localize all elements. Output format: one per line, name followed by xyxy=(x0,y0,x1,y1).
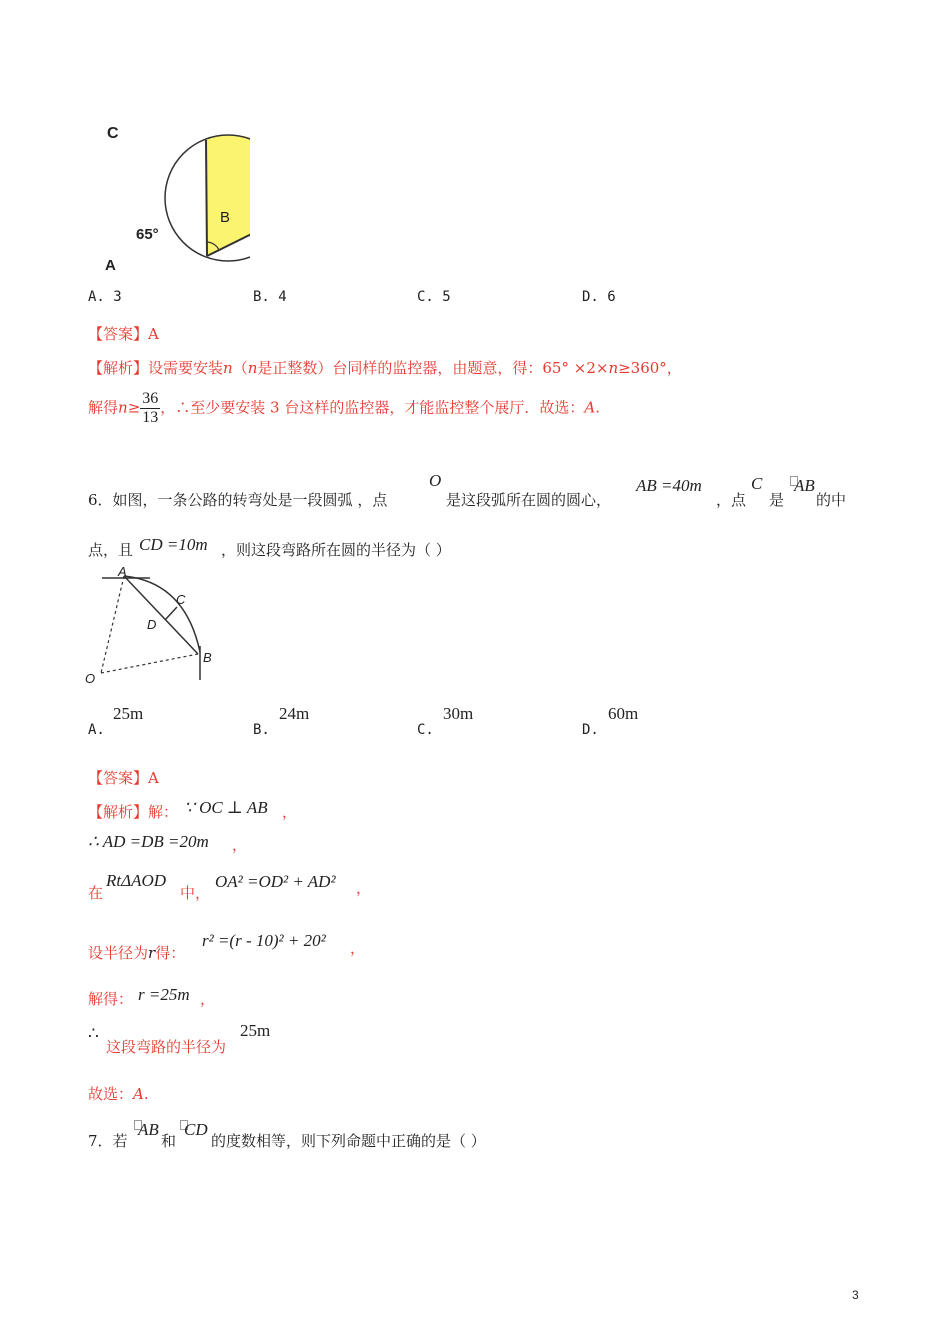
q6-step4-r: r xyxy=(148,944,156,962)
q6-road-figure xyxy=(80,562,230,690)
q5-option-d: D. 6 xyxy=(582,289,616,305)
q5-answer: 【答案】A xyxy=(88,325,159,343)
q6-segment-cd xyxy=(165,607,177,620)
q6-point-o: O xyxy=(429,471,442,490)
q6-step3-zai: 在 xyxy=(88,884,104,902)
q6-step3-eq: OA² =OD² + AD² xyxy=(215,872,336,891)
q6-choose-label: 故选： xyxy=(88,1085,134,1103)
q6-stem-line1-e: 的中 xyxy=(816,491,847,509)
q7-suffix: 的度数相等，则下列命题中正确的是（ ） xyxy=(211,1132,486,1150)
q6-option-a-value: 25m xyxy=(113,704,144,723)
q5-solve-line xyxy=(88,390,600,427)
q6-step5-label: 解得： xyxy=(88,990,134,1008)
q6-point-c: C xyxy=(751,474,763,493)
q5-analysis-n3: n xyxy=(608,359,619,377)
q6-stem-line1-d: 是 xyxy=(769,491,785,509)
q6-analysis-tag: 【解析】 xyxy=(88,803,149,821)
q5-solve-choice: A. xyxy=(584,398,600,417)
q5-circle-figure xyxy=(80,118,250,278)
q5-solve-suffix: ，∴至少要安装 3 台这样的监控器，才能监控整个展厅．故选： xyxy=(160,398,585,417)
q6-radius-ob xyxy=(101,654,198,673)
q6-stem-line1-c: ，点 xyxy=(716,491,747,509)
q5-analysis-n1: n xyxy=(223,359,233,377)
q5-label-c: C xyxy=(107,125,119,142)
q7-arc-ab: AB xyxy=(134,1120,159,1140)
q5-analysis-tag: 【解析】 xyxy=(88,359,149,377)
q6-step4-comma: ， xyxy=(350,939,366,957)
q6-step3-zhong: 中， xyxy=(180,884,211,902)
q6-fig-label-d: D xyxy=(147,617,157,632)
q5-analysis xyxy=(88,357,682,378)
q6-step4-b: 得： xyxy=(155,944,186,962)
q5-analysis-text-a: 设需要安装 xyxy=(148,359,224,377)
q6-step1-eq: ∵ OC ⊥ AB xyxy=(184,798,268,817)
page-number: 3 xyxy=(852,1288,859,1302)
q5-chord-ac xyxy=(206,140,207,256)
q5-option-c: C. 5 xyxy=(417,289,451,305)
q6-step6-value: 25m xyxy=(240,1021,271,1040)
q6-option-c-value: 30m xyxy=(443,704,474,723)
q6-option-b-letter: B. xyxy=(253,722,270,738)
q6-cd-length: CD =10m xyxy=(139,535,208,554)
q5-analysis-text-c: 是正整数）台同样的监控器，由题意，得：65° ×2× xyxy=(257,359,609,377)
q6-choose-value: A. xyxy=(133,1085,149,1103)
q6-step4-text xyxy=(88,942,185,963)
q6-step4-eq: r² =(r - 10)² + 20² xyxy=(202,931,326,950)
q6-analysis-jie: 解： xyxy=(148,803,179,821)
q5-option-b: B. 4 xyxy=(253,289,287,305)
q6-step3-triangle: RtΔAOD xyxy=(106,871,167,890)
q7-he: 和 xyxy=(161,1132,177,1150)
q5-angle-label: 65° xyxy=(136,226,159,243)
q6-step5-comma: ， xyxy=(200,990,216,1008)
q6-fig-label-o: O xyxy=(85,671,96,686)
q5-option-a: A. 3 xyxy=(88,289,122,305)
q5-analysis-text-d: ≥360°， xyxy=(618,359,682,377)
q5-label-a: A xyxy=(105,257,116,274)
q5-solve-n: n xyxy=(118,398,128,417)
q6-radius-oa xyxy=(101,576,124,673)
q5-fraction xyxy=(140,390,160,427)
q6-choose xyxy=(88,1083,149,1104)
q6-step3-comma: ， xyxy=(356,879,372,897)
q6-option-b-value: 24m xyxy=(279,704,310,723)
q6-stem-line2-b: ，则这段弯路所在圆的半径为（ ） xyxy=(221,541,451,559)
q6-step6-therefore: ∴ xyxy=(88,1024,99,1043)
q6-stem-line2-a: 点，且 xyxy=(88,541,134,559)
q7-prefix: 7．若 xyxy=(88,1132,128,1150)
q6-step1-comma: ， xyxy=(282,803,298,821)
q6-option-a-letter: A. xyxy=(88,722,105,738)
q5-analysis-text-b: （ xyxy=(232,359,248,377)
q5-fraction-num: 36 xyxy=(142,390,159,407)
q6-step6-text: 这段弯路的半径为 xyxy=(106,1038,227,1056)
q6-answer: 【答案】A xyxy=(88,769,159,787)
q5-analysis-n2: n xyxy=(247,359,258,377)
q6-step2-comma: ， xyxy=(232,836,248,854)
q5-solve-ge: ≥ xyxy=(127,398,141,417)
q6-step5-eq: r =25m xyxy=(138,985,190,1004)
q7-arc-cd: CD xyxy=(180,1120,208,1140)
q6-fig-label-a: A xyxy=(118,564,127,579)
q6-step2-eq: ∴ AD =DB =20m xyxy=(88,832,209,851)
q6-fig-label-c: C xyxy=(176,592,186,607)
q6-stem-line1-b: 是这段弧所在圆的圆心， xyxy=(446,491,612,509)
q6-stem-line1-a: 6．如图，一条公路的转弯处是一段圆弧 ，点 xyxy=(88,491,388,509)
q5-solve-prefix: 解得 xyxy=(88,398,119,417)
q6-analysis-line1 xyxy=(88,801,178,822)
q6-option-d-letter: D. xyxy=(582,722,599,738)
q6-arc-ab: AB xyxy=(790,476,815,496)
q6-option-c-letter: C. xyxy=(417,722,434,738)
q6-step4-a: 设半径为 xyxy=(88,944,149,962)
q5-label-b: B xyxy=(220,209,231,226)
q5-fraction-den: 13 xyxy=(142,409,159,426)
q6-option-d-value: 60m xyxy=(608,704,639,723)
q6-fig-label-b: B xyxy=(203,650,212,665)
q6-ab-length: AB =40m xyxy=(636,476,702,495)
